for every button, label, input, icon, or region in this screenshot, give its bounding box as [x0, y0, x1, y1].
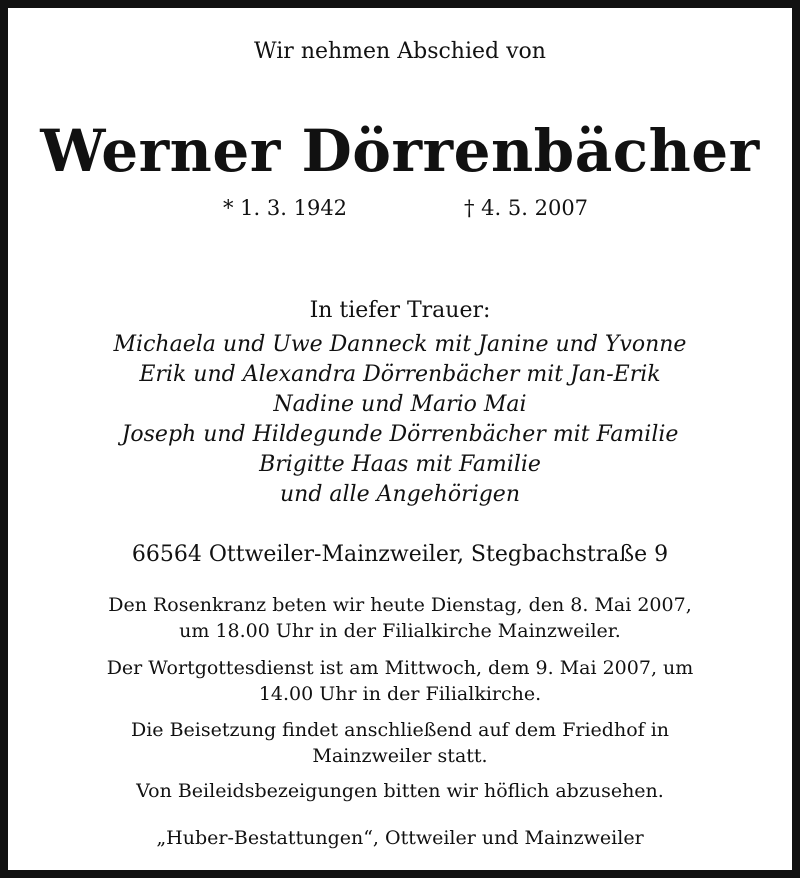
paragraph-line: Den Rosenkranz beten wir heute Dienstag, den 8. Mai 2007, — [108, 594, 692, 616]
paragraph-line: 14.00 Uhr in der Filialkirche. — [258, 683, 542, 705]
mourner-line: Brigitte Haas mit Familie — [259, 452, 541, 477]
mourner-line: Michaela und Uwe Danneck mit Janine und Yvonne — [113, 332, 687, 357]
paragraph-line: „Huber-Bestattungen“, Ottweiler und Mainzweiler — [156, 827, 644, 849]
rosary-paragraph — [16, 592, 784, 644]
mourner-line: Joseph und Hildegunde Dörrenbächer mit Familie — [121, 422, 679, 447]
funeral-home-paragraph — [16, 825, 784, 851]
deceased-name: Werner Dörrenbächer — [40, 117, 760, 185]
death-date: † 4. 5. 2007 — [464, 196, 589, 220]
paragraph-line: Mainzweiler statt. — [312, 745, 488, 767]
life-dates — [16, 194, 784, 224]
service-paragraph — [16, 655, 784, 707]
mourners-list — [16, 330, 784, 510]
mourner-line: Erik und Alexandra Dörrenbächer mit Jan-Erik — [139, 362, 661, 387]
family-address: 66564 Ottweiler-Mainzweiler, Stegbachstraße 9 — [131, 542, 669, 567]
paragraph-line: Von Beileidsbezeigungen bitten wir höflich abzusehen. — [136, 780, 664, 802]
intro-text: Wir nehmen Abschied von — [254, 39, 546, 64]
paragraph-line: Die Beisetzung findet anschließend auf dem Friedhof in — [130, 719, 670, 741]
mourner-line: Nadine und Mario Mai — [273, 392, 527, 417]
condolences-paragraph — [16, 778, 784, 804]
paragraph-line: um 18.00 Uhr in der Filialkirche Mainzweiler. — [179, 620, 621, 642]
paragraph-line: Der Wortgottesdienst ist am Mittwoch, dem 9. Mai 2007, um — [106, 657, 694, 679]
mourner-line: und alle Angehörigen — [279, 482, 520, 507]
birth-date: * 1. 3. 1942 — [223, 196, 348, 220]
burial-paragraph — [16, 717, 784, 769]
mourning-heading: In tiefer Trauer: — [309, 298, 491, 323]
